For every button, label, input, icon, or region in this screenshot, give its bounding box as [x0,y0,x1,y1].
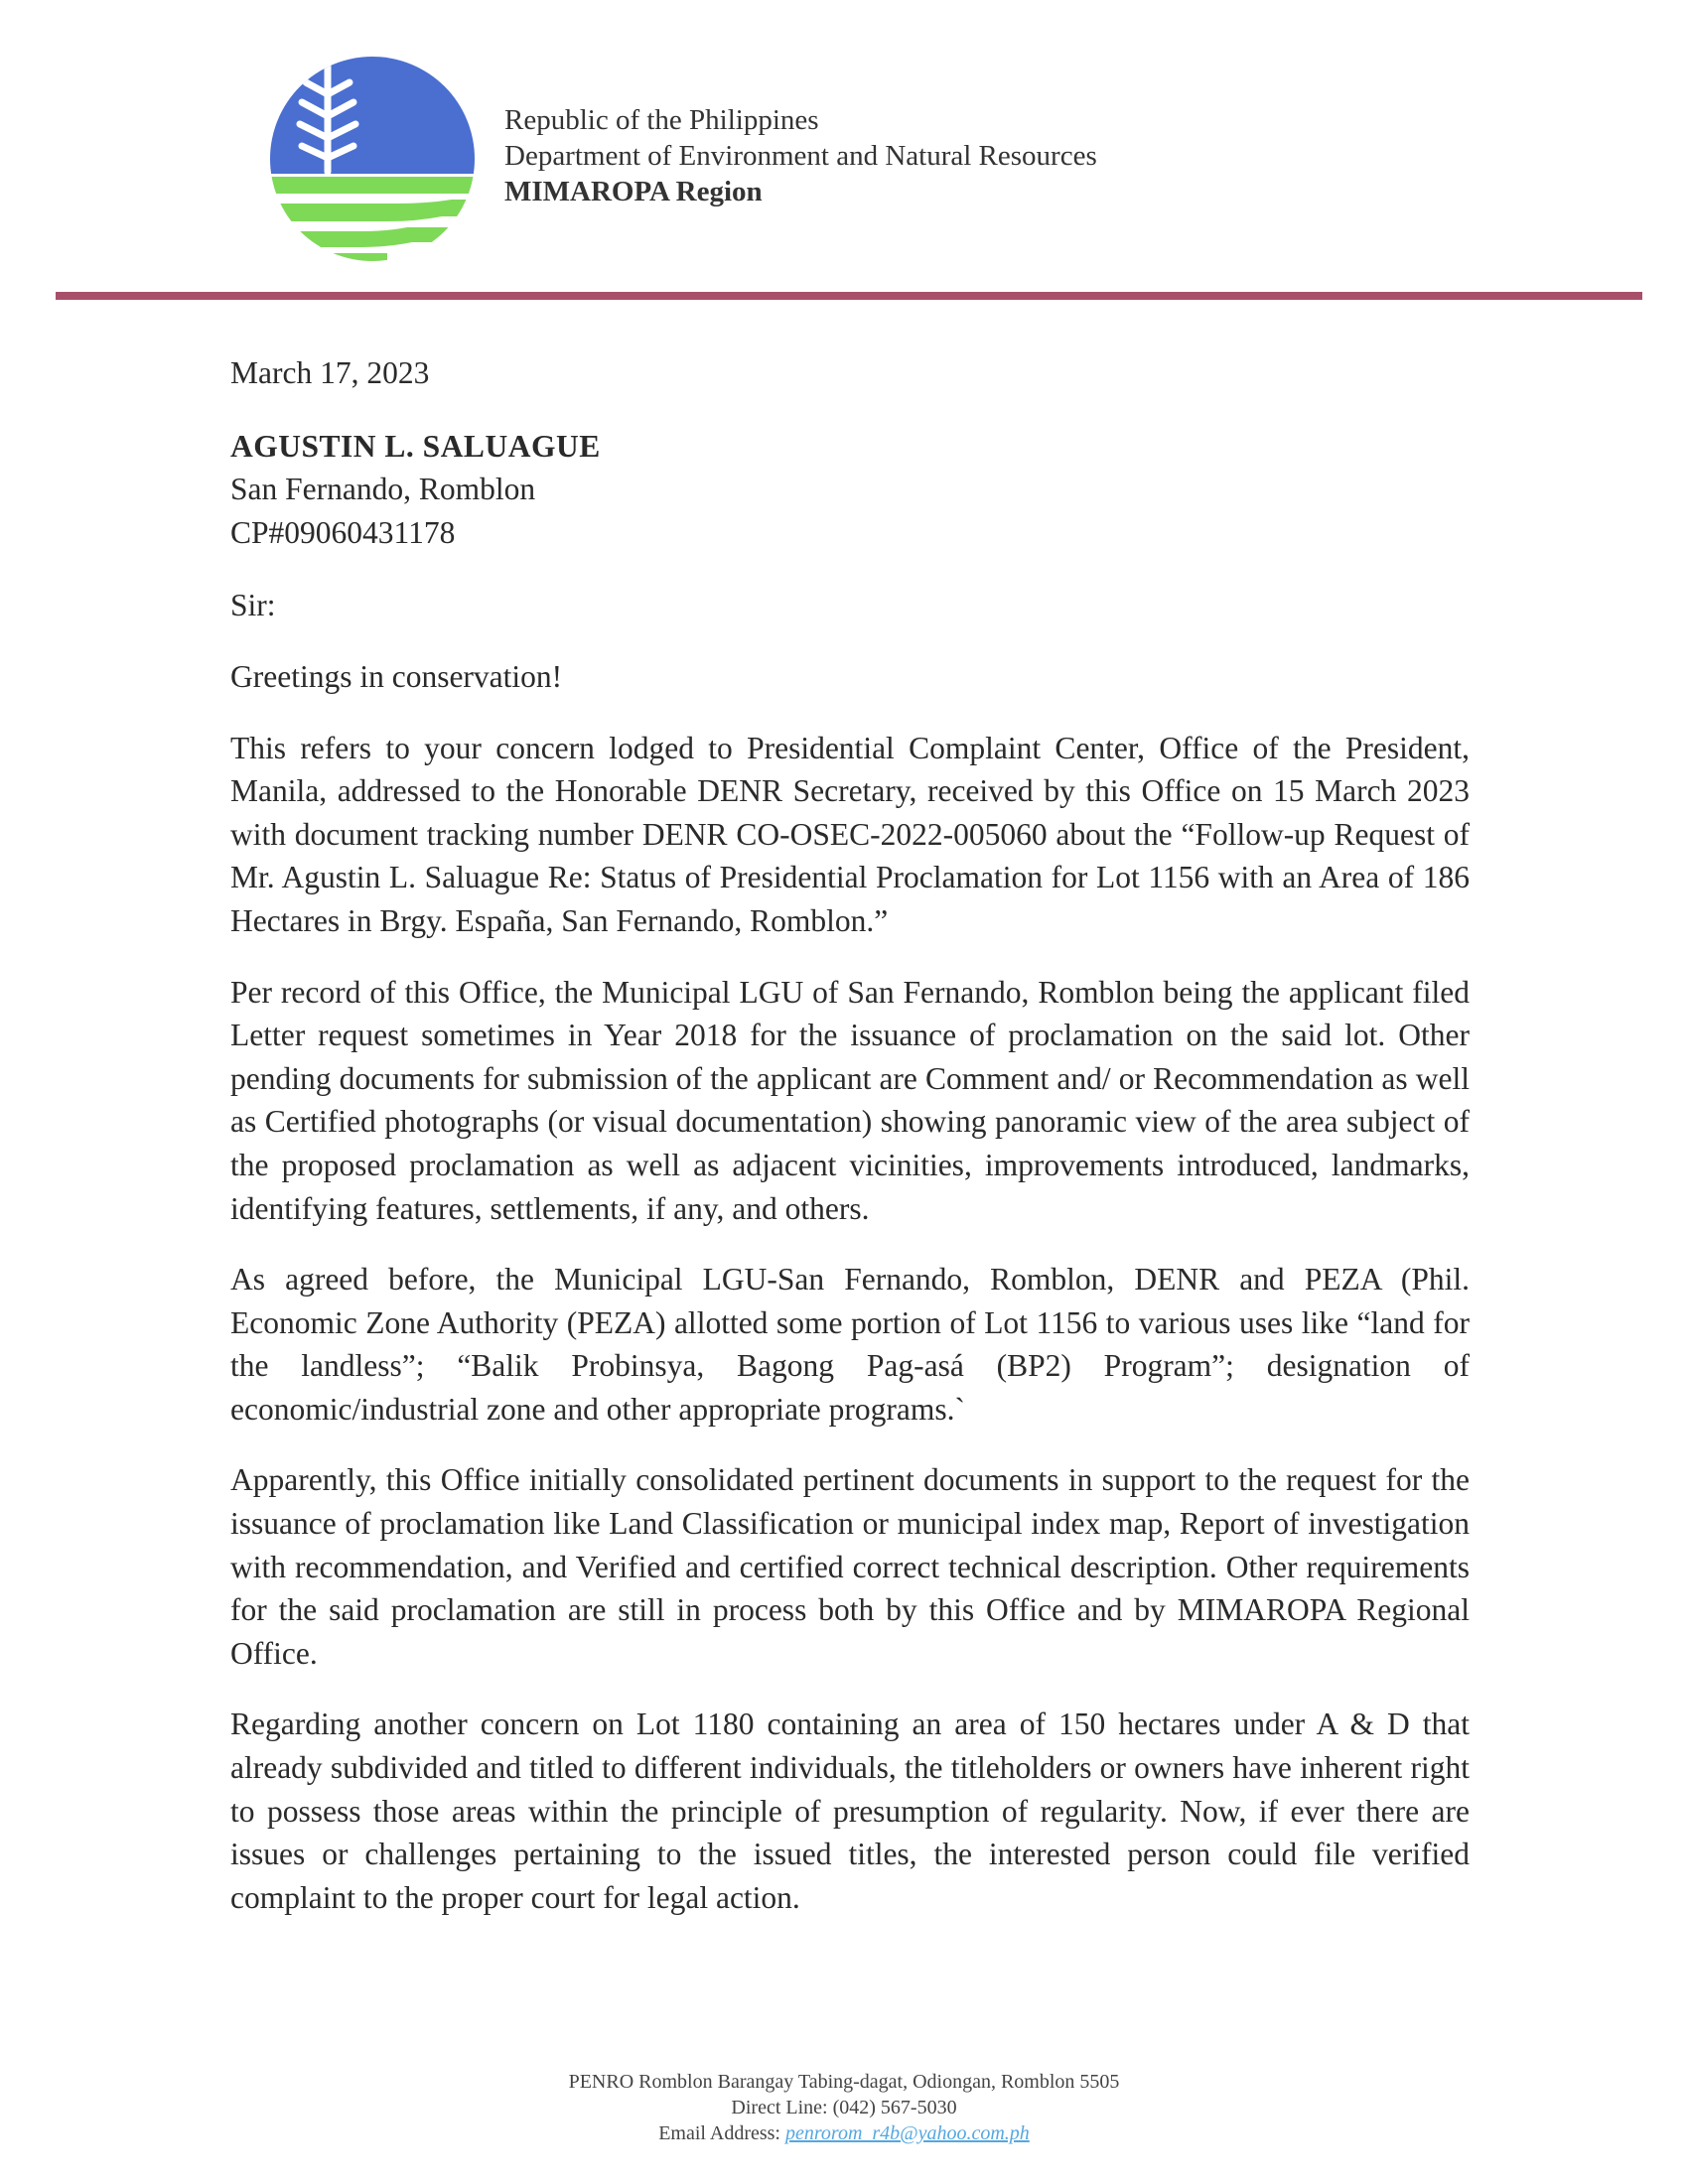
addressee-phone: CP#09060431178 [230,514,456,550]
footer-email-row [0,2120,1688,2146]
paragraph: Apparently, this Office initially consolidated pertinent documents in support to the request for the issuance of proclamation like Land Classification or municipal index map, Report of investigation with recommendation, and Verified and certified correct technical description. Other requirements for the said proclamation are still in process both by this Office and by MIMAROPA Regional Office. [230,1462,1470,1671]
region-line: MIMAROPA Region [504,176,763,207]
footer-email-link[interactable]: penrorom_r4b@yahoo.com.ph [784,2122,1030,2144]
addressee-block [230,425,1470,555]
paragraph: Regarding another concern on Lot 1180 containing an area of 150 hectares under A & D that already subdivided and titled to different individuals, the titleholders or owners have inherent right to possess those areas within the principle of presumption of regularity. Now, if ever there are issues or challenges pertaining to the issued titles, the interested person could file verified complaint to the proper court for legal action. [230,1706,1470,1915]
addressee-name: AGUSTIN L. SALUAGUE [230,428,601,464]
footer-email-label: Email Address: [658,2122,785,2144]
paragraph: Per record of this Office, the Municipal LGU of San Fernando, Romblon being the applicant filed Letter request sometimes in Year 2018 for the issuance of proclamation on the said lot. Other pending documents for submission of the applicant are Comment and/ or Recommendation as well as Certified photographs (or visual documentation) showing panoramic view of the area subject of the proposed proclamation as well as adjacent vicinities, improvements introduced, landmarks, identifying features, settlements, if any, and others. [230,974,1470,1226]
denr-logo [268,55,477,263]
letter-footer [0,2069,1688,2146]
addressee-address: San Fernando, Romblon [230,472,536,507]
paragraph: This refers to your concern lodged to Presidential Complaint Center, Office of the President, Manila, addressed to the Honorable DENR Secretary, received by this Office on 15 March 2023 with document tracking number DENR CO-OSEC-2022-005060 about the “Follow-up Request of Mr. Agustin L. Saluague Re: Status of Presidential Proclamation for Lot 1156 with an Area of 186 Hectares in Brgy. España, San Fernando, Romblon.” [230,730,1470,938]
letter-body [230,351,1470,1947]
agency-header [504,102,1097,209]
header-divider [56,292,1642,300]
paragraph: As agreed before, the Municipal LGU-San Fernando, Romblon, DENR and PEZA (Phil. Economic Zone Authority (PEZA) allotted some portion of Lot 1156 to various uses like “land for the landless”; “Balik Probinsya, Bagong Pag-asá (BP2) Program”; designation of economic/industrial zone and other appropriate programs.` [230,1262,1470,1427]
department-line: Department of Environment and Natural Resources [504,140,1097,172]
greeting: Greetings in conservation! [230,658,563,694]
footer-direct-line: Direct Line: (042) 567-5030 [731,2097,957,2118]
republic-line: Republic of the Philippines [504,104,819,136]
salutation: Sir: [230,588,276,623]
footer-address: PENRO Romblon Barangay Tabing-dagat, Odiongan, Romblon 5505 [568,2071,1120,2093]
letter-date: March 17, 2023 [230,355,430,390]
